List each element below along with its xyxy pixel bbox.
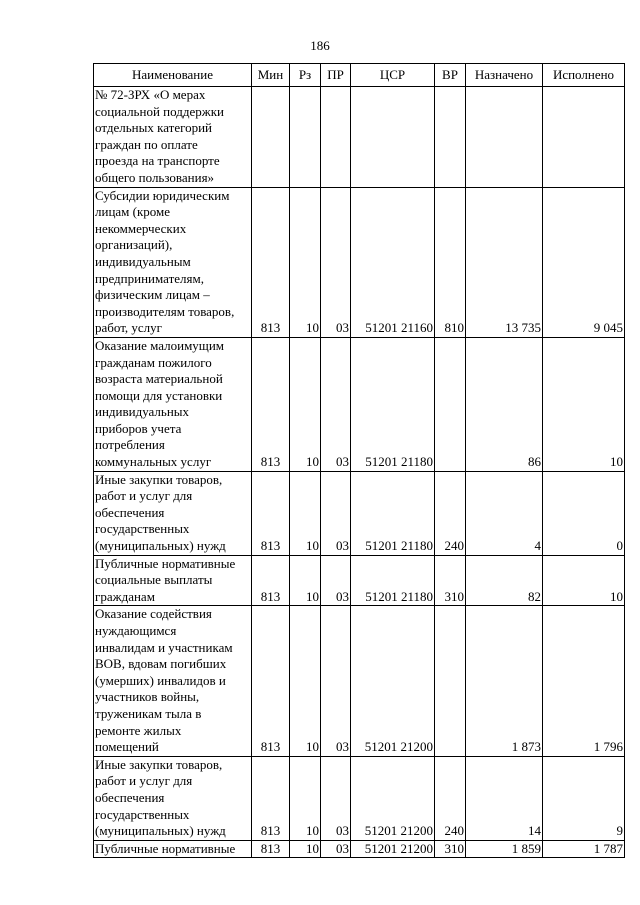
cell-planned: 1 873 xyxy=(466,606,543,756)
cell-name-line: общего пользования» xyxy=(95,169,215,185)
cell-executed: 1 787 xyxy=(543,840,625,858)
cell-name-line: коммунальных услуг xyxy=(95,454,212,470)
cell-name-line: работ, услуг xyxy=(95,320,163,336)
cell-min: 813 xyxy=(252,555,290,606)
cell-name-line: государственных xyxy=(95,806,190,822)
cell-executed: 0 xyxy=(543,471,625,555)
cell-name-line: участников войны, xyxy=(95,689,200,705)
cell-executed: 10 xyxy=(543,337,625,471)
cell-rz: 10 xyxy=(290,187,321,337)
cell-vr xyxy=(435,606,466,756)
cell-csr: 51201 21180 xyxy=(351,337,435,471)
header-csr: ЦСР xyxy=(351,64,435,87)
page-number: 186 xyxy=(310,38,330,53)
cell-rz: 10 xyxy=(290,471,321,555)
cell-name-line: Публичные нормативные xyxy=(95,840,236,856)
cell-planned: 14 xyxy=(466,756,543,840)
cell-csr: 51201 21200 xyxy=(351,606,435,756)
header-planned: Назначено xyxy=(466,64,543,87)
cell-csr: 51201 21180 xyxy=(351,471,435,555)
cell-planned xyxy=(466,87,543,188)
cell-pr: 03 xyxy=(321,337,351,471)
cell-rz: 10 xyxy=(290,555,321,606)
cell-rz: 10 xyxy=(290,337,321,471)
cell-name-line: (муниципальных) нужд xyxy=(95,538,226,554)
cell-name xyxy=(94,471,252,555)
cell-name-line: Субсидии юридическим xyxy=(95,187,230,203)
cell-name xyxy=(94,187,252,337)
cell-min: 813 xyxy=(252,840,290,858)
cell-name-line: государственных xyxy=(95,521,190,537)
cell-min xyxy=(252,87,290,188)
cell-name-line: индивидуальным xyxy=(95,253,191,269)
cell-csr: 51201 21200 xyxy=(351,840,435,858)
cell-planned: 82 xyxy=(466,555,543,606)
cell-name-line: работ и услуг для xyxy=(95,488,193,504)
cell-name-line: № 72-ЗРХ «О мерах xyxy=(95,87,206,102)
cell-name-line: (умерших) инвалидов и xyxy=(95,672,226,688)
cell-name-line: помещений xyxy=(95,739,159,755)
cell-name-line: Иные закупки товаров, xyxy=(95,756,223,772)
cell-name xyxy=(94,606,252,756)
cell-name-line: граждан по оплате xyxy=(95,136,198,152)
cell-name xyxy=(94,555,252,606)
cell-min: 813 xyxy=(252,337,290,471)
header-row xyxy=(94,64,625,87)
cell-name-line: Иные закупки товаров, xyxy=(95,471,223,487)
cell-name-line: Оказание малоимущим xyxy=(95,337,225,353)
cell-name-line: некоммерческих xyxy=(95,220,187,236)
cell-name-line: помощи для установки xyxy=(95,387,223,403)
cell-rz: 10 xyxy=(290,606,321,756)
header-min: Мин xyxy=(252,64,290,87)
cell-vr: 240 xyxy=(435,756,466,840)
cell-min: 813 xyxy=(252,187,290,337)
cell-vr: 310 xyxy=(435,840,466,858)
table-row xyxy=(94,471,625,555)
cell-name-line: Оказание содействия xyxy=(95,606,212,622)
header-executed: Исполнено xyxy=(543,64,625,87)
cell-name-line: организаций), xyxy=(95,237,173,253)
cell-name xyxy=(94,337,252,471)
cell-name xyxy=(94,87,252,188)
cell-name xyxy=(94,840,252,858)
cell-name-line: приборов учета xyxy=(95,420,182,436)
cell-rz: 10 xyxy=(290,840,321,858)
cell-name xyxy=(94,756,252,840)
cell-csr: 51201 21200 xyxy=(351,756,435,840)
cell-name-line: (муниципальных) нужд xyxy=(95,823,226,839)
cell-pr xyxy=(321,87,351,188)
cell-pr: 03 xyxy=(321,471,351,555)
cell-name-line: труженикам тыла в xyxy=(95,705,202,721)
cell-min: 813 xyxy=(252,471,290,555)
cell-name-line: производителям товаров, xyxy=(95,303,235,319)
cell-name-line: социальной поддержки xyxy=(95,103,224,119)
cell-name-line: нуждающимся xyxy=(95,623,177,638)
cell-vr xyxy=(435,87,466,188)
cell-name-line: предпринимателям, xyxy=(95,270,204,286)
cell-name-line: возраста материальной xyxy=(95,371,223,387)
cell-name-line: работ и услуг для xyxy=(95,773,193,789)
cell-name-line: ремонте жилых xyxy=(95,722,182,738)
cell-name-line: лицам (кроме xyxy=(95,204,171,220)
cell-name-line: индивидуальных xyxy=(95,404,190,420)
header-name: Наименование xyxy=(94,64,252,87)
cell-executed: 9 045 xyxy=(543,187,625,337)
budget-table xyxy=(93,63,625,858)
cell-name-line: потребления xyxy=(95,437,165,453)
cell-name-line: обеспечения xyxy=(95,789,165,805)
cell-pr: 03 xyxy=(321,840,351,858)
table-row xyxy=(94,606,625,756)
cell-planned: 86 xyxy=(466,337,543,471)
cell-name-line: физическим лицам – xyxy=(95,287,210,303)
cell-planned: 1 859 xyxy=(466,840,543,858)
table-row xyxy=(94,756,625,840)
cell-rz xyxy=(290,87,321,188)
cell-name-line: гражданам пожилого xyxy=(95,354,212,370)
cell-planned: 13 735 xyxy=(466,187,543,337)
cell-executed: 10 xyxy=(543,555,625,606)
cell-min: 813 xyxy=(252,606,290,756)
cell-vr: 310 xyxy=(435,555,466,606)
cell-pr: 03 xyxy=(321,555,351,606)
table-row xyxy=(94,87,625,188)
cell-vr: 240 xyxy=(435,471,466,555)
cell-csr: 51201 21180 xyxy=(351,555,435,606)
cell-planned: 4 xyxy=(466,471,543,555)
cell-pr: 03 xyxy=(321,187,351,337)
cell-min: 813 xyxy=(252,756,290,840)
cell-name-line: инвалидам и участникам xyxy=(95,639,233,655)
cell-executed: 1 796 xyxy=(543,606,625,756)
cell-rz: 10 xyxy=(290,756,321,840)
table-row xyxy=(94,555,625,606)
header-vr: ВР xyxy=(435,64,466,87)
cell-vr: 810 xyxy=(435,187,466,337)
table-row xyxy=(94,337,625,471)
cell-name-line: ВОВ, вдовам погибших xyxy=(95,656,227,672)
cell-pr: 03 xyxy=(321,606,351,756)
cell-executed: 9 xyxy=(543,756,625,840)
cell-executed xyxy=(543,87,625,188)
cell-csr xyxy=(351,87,435,188)
cell-name-line: отдельных категорий xyxy=(95,120,213,136)
table-row xyxy=(94,840,625,858)
header-rz: Рз xyxy=(290,64,321,87)
cell-name-line: Публичные нормативные xyxy=(95,555,236,571)
cell-pr: 03 xyxy=(321,756,351,840)
cell-name-line: гражданам xyxy=(95,588,155,604)
cell-name-line: социальные выплаты xyxy=(95,572,213,588)
table-row xyxy=(94,187,625,337)
cell-name-line: обеспечения xyxy=(95,504,165,520)
cell-csr: 51201 21160 xyxy=(351,187,435,337)
cell-vr xyxy=(435,337,466,471)
header-pr: ПР xyxy=(321,64,351,87)
cell-name-line: проезда на транспорте xyxy=(95,153,220,169)
